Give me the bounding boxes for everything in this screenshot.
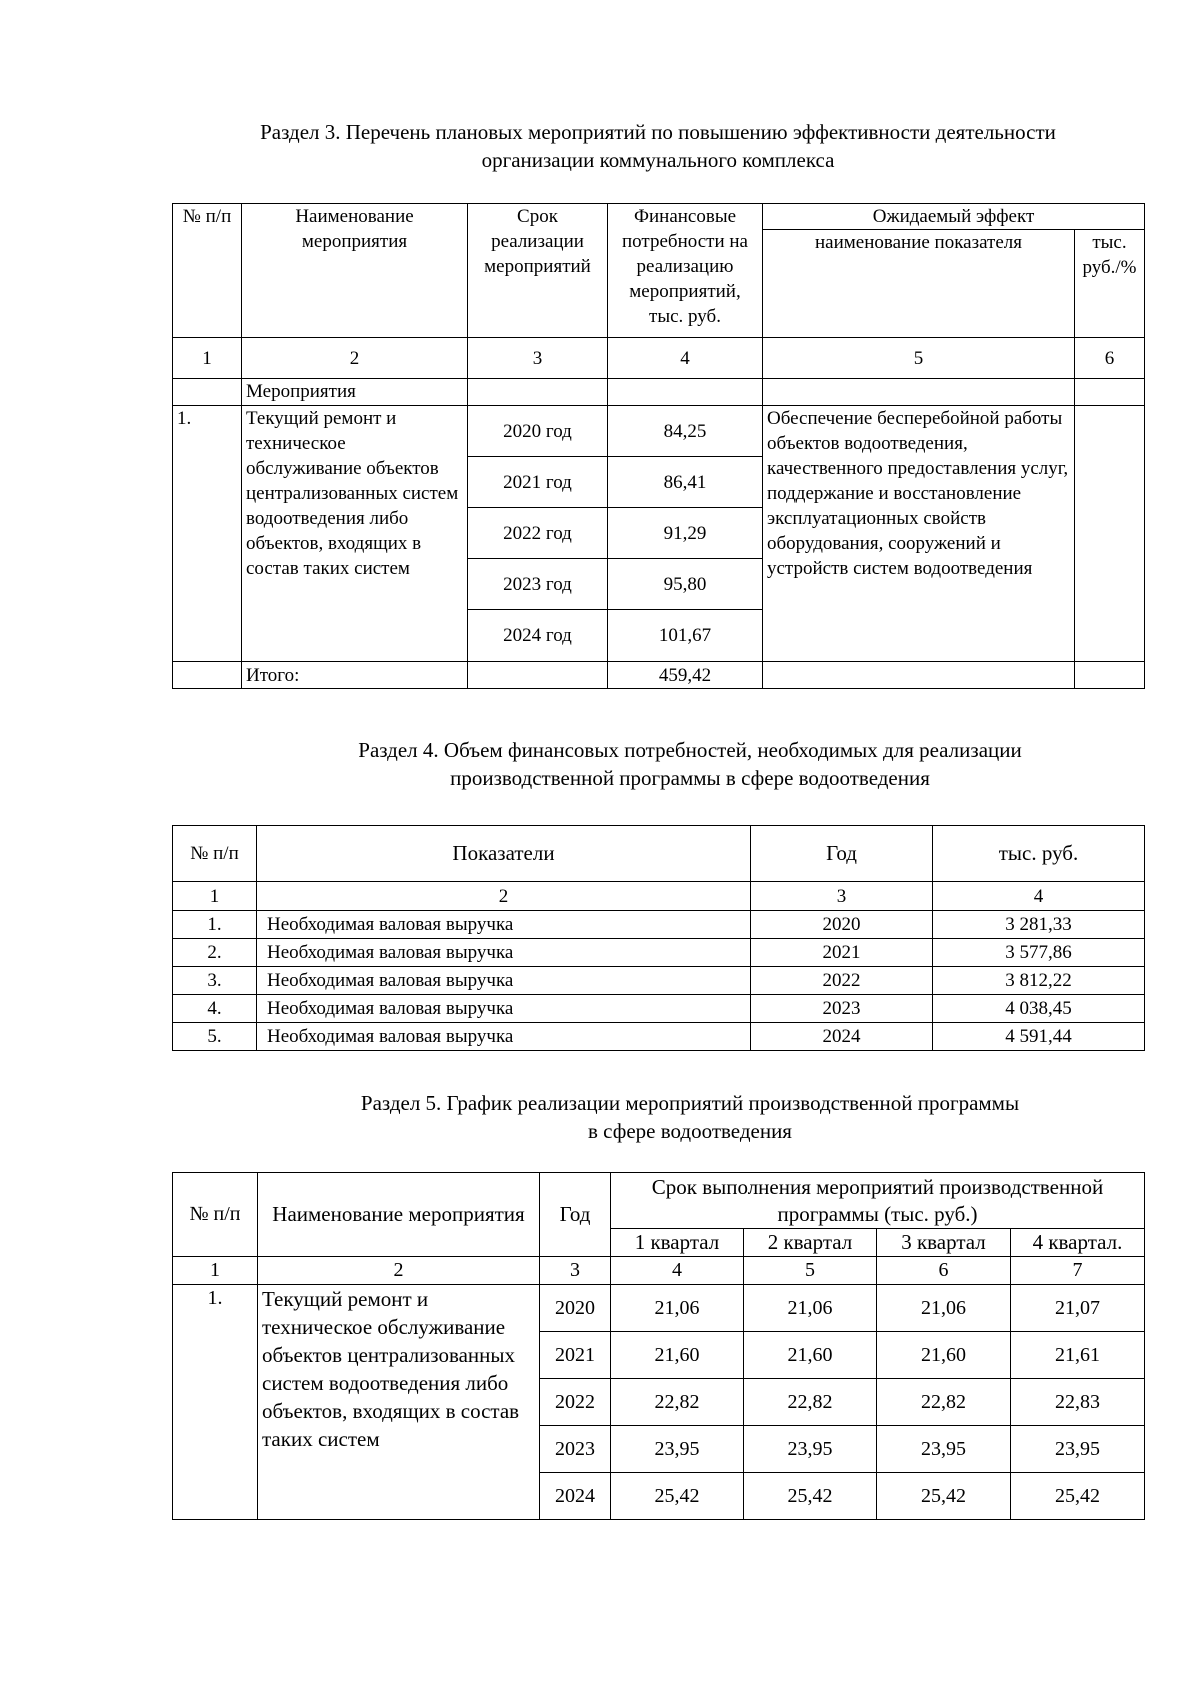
header-q1: 1 квартал [611,1229,744,1257]
header-num: № п/п [173,204,242,338]
item-effect: Обеспечение бесперебойной работы объектов водоотведения, качественного предоставления услуг, поддержание и восстановление эксплуатационных свойств оборудования, сооружений и устройств систем водоотведения [763,406,1075,662]
row-year: 2022 [540,1379,611,1426]
col-number: 4 [611,1257,744,1285]
col-number: 1 [173,1257,258,1285]
item-value: 101,67 [608,610,763,662]
item-value: 95,80 [608,559,763,610]
row-indicator: Необходимая валовая выручка [257,939,751,967]
row-q1: 25,42 [611,1473,744,1520]
row-indicator: Необходимая валовая выручка [257,995,751,1023]
row-num: 5. [173,1023,257,1051]
header-term: Срок выполнения мероприятий производственной программы (тыс. руб.) [611,1173,1145,1229]
row-year: 2022 [751,967,933,995]
table-row [173,939,1145,967]
col-number: 4 [608,338,763,379]
row-num: 1. [173,911,257,939]
row-year: 2023 [751,995,933,1023]
col-number: 3 [468,338,608,379]
header-finance: Финансовые потребности на реализацию мероприятий, тыс. руб. [608,204,763,338]
table-row [173,995,1145,1023]
header-year: Год [540,1173,611,1257]
row-indicator: Необходимая валовая выручка [257,967,751,995]
item-name: Текущий ремонт и техническое обслуживание объектов централизованных систем водоотведения либо объектов, входящих в состав таких систем [242,406,468,662]
header-q2: 2 квартал [744,1229,877,1257]
item-year: 2023 год [468,559,608,610]
header-effect-name: наименование показателя [763,230,1075,338]
section4-table [172,825,1145,1051]
col-number: 3 [540,1257,611,1285]
row-amount: 3 577,86 [933,939,1145,967]
header-name: Наименование мероприятия [258,1173,540,1257]
section3-heading [172,118,1144,174]
header-effect-value: тыс. руб./% [1075,230,1145,338]
col-number: 2 [257,882,751,911]
col-number: 2 [258,1257,540,1285]
section3-title-line1: Раздел 3. Перечень плановых мероприятий по повышению эффективности деятельности [260,120,1056,144]
row-q3: 25,42 [877,1473,1011,1520]
row-q1: 21,60 [611,1332,744,1379]
row-year: 2024 [751,1023,933,1051]
row-q3: 23,95 [877,1426,1011,1473]
row-indicator: Необходимая валовая выручка [257,911,751,939]
row-amount: 4 591,44 [933,1023,1145,1051]
row-num: 3. [173,967,257,995]
item-year: 2024 год [468,610,608,662]
row-q1: 23,95 [611,1426,744,1473]
row-q2: 21,06 [744,1285,877,1332]
col-number: 6 [877,1257,1011,1285]
row-year: 2024 [540,1473,611,1520]
table-row [173,967,1145,995]
section5-table [172,1172,1145,1520]
row-q4: 21,61 [1011,1332,1145,1379]
row-q3: 21,60 [877,1332,1011,1379]
section5-title-line1: Раздел 5. График реализации мероприятий производственной программы [360,1091,1020,1115]
row-q1: 21,06 [611,1285,744,1332]
group-label: Мероприятия [242,379,468,406]
item-num: 1. [173,1285,258,1520]
col-number: 4 [933,882,1145,911]
row-year: 2021 [540,1332,611,1379]
row-q4: 23,95 [1011,1426,1145,1473]
table-row [173,911,1145,939]
item-year: 2021 год [468,457,608,508]
row-q4: 21,07 [1011,1285,1145,1332]
total-label: Итого: [242,662,468,689]
header-indicator: Показатели [257,826,751,882]
header-num: № п/п [173,1173,258,1257]
row-year: 2023 [540,1426,611,1473]
header-q4: 4 квартал. [1011,1229,1145,1257]
col-number: 5 [744,1257,877,1285]
item-value: 91,29 [608,508,763,559]
header-term: Срок реализации мероприятий [468,204,608,338]
col-number: 3 [751,882,933,911]
col-number: 1 [173,338,242,379]
row-amount: 4 038,45 [933,995,1145,1023]
item-name: Текущий ремонт и техническое обслуживание объектов централизованных систем водоотведения либо объектов, входящих в состав таких систем [258,1285,540,1520]
section4-title-line1: Раздел 4. Объем финансовых потребностей, необходимых для реализации [358,738,1022,762]
total-value: 459,42 [608,662,763,689]
col-number: 2 [242,338,468,379]
header-effect: Ожидаемый эффект [763,204,1145,230]
item-value: 84,25 [608,406,763,457]
header-amount: тыс. руб. [933,826,1145,882]
col-number: 6 [1075,338,1145,379]
table-row [173,1285,1145,1332]
row-year: 2021 [751,939,933,967]
section5-title-line2: в сфере водоотведения [588,1119,792,1143]
col-number: 5 [763,338,1075,379]
row-q4: 25,42 [1011,1473,1145,1520]
header-q3: 3 квартал [877,1229,1011,1257]
row-q2: 22,82 [744,1379,877,1426]
row-q3: 21,06 [877,1285,1011,1332]
row-year: 2020 [540,1285,611,1332]
col-number: 7 [1011,1257,1145,1285]
section5-heading [290,1089,1090,1145]
item-value: 86,41 [608,457,763,508]
row-q2: 23,95 [744,1426,877,1473]
row-amount: 3 812,22 [933,967,1145,995]
item-year: 2020 год [468,406,608,457]
row-q1: 22,82 [611,1379,744,1426]
row-year: 2020 [751,911,933,939]
item-num: 1. [173,406,242,662]
section4-heading [290,736,1090,792]
item-year: 2022 год [468,508,608,559]
row-num: 2. [173,939,257,967]
section4-title-line2: производственной программы в сфере водоотведения [450,766,930,790]
header-name: Наименование мероприятия [242,204,468,338]
row-q4: 22,83 [1011,1379,1145,1426]
section3-table [172,203,1145,689]
row-amount: 3 281,33 [933,911,1145,939]
header-year: Год [751,826,933,882]
table-row [173,1023,1145,1051]
row-num: 4. [173,995,257,1023]
header-num: № п/п [173,826,257,882]
row-q3: 22,82 [877,1379,1011,1426]
row-q2: 25,42 [744,1473,877,1520]
col-number: 1 [173,882,257,911]
row-q2: 21,60 [744,1332,877,1379]
row-indicator: Необходимая валовая выручка [257,1023,751,1051]
section3-title-line2: организации коммунального комплекса [481,148,835,172]
